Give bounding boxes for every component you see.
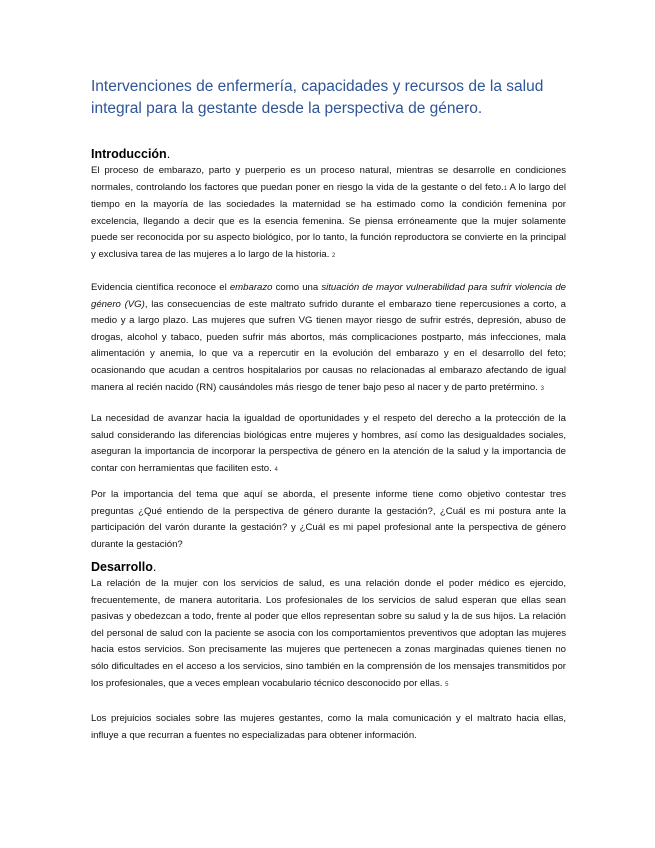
paragraph [91, 411, 566, 478]
paragraph [91, 576, 566, 693]
paragraph-text: La relación de la mujer con los servicios de salud, es una relación donde el poder médico es ejercido, frecuentemente, de manera autoritaria. Los profesionales de los servicios de salud esperan que ellas sean pasivas y obedezcan a todo, frente al poder que ellos representan sobre su salud y la de sus hijos. La relación del personal de salud con la paciente se asocia con los comportamientos preventivos que adoptan las mujeres hacia estos servicios. Son precisamente las mujeres que pertenecen a zonas marginadas quienes tienen no sólo dificultades en el acceso a los servicios, sino también en la comprensión de los mensajes transmitidos por los profesionales, que a veces emplean vocabulario técnico desconocido por ellas. [91, 578, 566, 689]
citation-ref: 2 [332, 252, 336, 259]
paragraph-text: La necesidad de avanzar hacia la igualdad de oportunidades y el respeto del derecho a la protección de la salud considerando las diferencias biológicas entre mujeres y hombres, así como las desigualdades sociales, aseguran la importancia de incorporar la perspectiva de género en la atención de la salud y la importancia de contar con herramientas que faciliten esto. [91, 413, 566, 474]
paragraph [91, 487, 566, 553]
paragraph-text: como una [272, 282, 322, 293]
paragraph [91, 280, 566, 397]
paragraph [91, 163, 566, 265]
paragraph-text: Por la importancia del tema que aquí se aborda, el presente informe tiene como objetivo contestar tres preguntas ¿Qué entiendo de la perspectiva de género durante la gestación?, ¿Cuál es mi postura ante la participación del varón durante la gestación? y ¿Cuál es mi papel profesional ante la perspectiva de género durante la gestación? [91, 489, 566, 550]
document-title: Intervenciones de enfermería, capacidades y recursos de la salud integral para la gestante desde la perspectiva de género. [91, 78, 544, 117]
citation-ref: 3 [540, 385, 544, 392]
heading-period: . [166, 147, 171, 161]
paragraph-text: A lo largo del tiempo en la mayoría de las sociedades la maternidad se ha estimado como la condición femenina por excelencia, llegando a decir que es la esencia femenina. Se piensa erróneamente que la mujer solamente puede ser reconocida por su aspecto biológico, por lo tanto, la función reproductora se convierte en la principal y exclusiva tarea de las mujeres a lo largo de la historia. [91, 181, 566, 260]
heading-period: . [152, 560, 157, 574]
paragraph-text: Evidencia científica reconoce el [91, 282, 230, 293]
citation-ref: 5 [445, 681, 449, 688]
heading-text: Introducción [91, 147, 167, 161]
emphasis-text: embarazo [229, 282, 273, 293]
paragraph-text: Los prejuicios sociales sobre las mujeres gestantes, como la mala comunicación y el maltrato hacia ellas, influye a que recurran a fuentes no especializadas para obtener información. [91, 713, 566, 741]
paragraph [91, 711, 566, 744]
paragraph-text: El proceso de embarazo, parto y puerperio es un proceso natural, mientras se desarrolle en condiciones normales, controlando los factores que puedan poner en riesgo la vida de la gestante o del feto. [91, 165, 566, 193]
heading-text: Desarrollo [91, 560, 153, 574]
emphasis-text: situación de mayor vulnerabilidad para sufrir violencia de género (VG) [91, 282, 566, 310]
section-heading-desarrollo [91, 560, 156, 574]
section-heading-introduccion [91, 147, 170, 161]
citation-ref: 4 [274, 466, 278, 473]
paragraph-text: , las consecuencias de este maltrato sufrido durante el embarazo tiene repercusiones a corto, a medio y a largo plazo. Las mujeres que sufren VG tienen mayor riesgo de sufrir estrés, depresión, abuso de drogas, alcohol y tabaco, pueden sufrir más abortos, más complicaciones postparto, más infecciones, mala alimentación y anemia, lo que va a repercutir en la evolución del embarazo y en el desarrollo del feto; ocasionando que acudan a centros hospitalarios por causas no relacionadas al embarazo afectando de igual manera al recién nacido (RN) causándoles más riesgo de tener bajo peso al nacer y de parto pretérmino. [91, 298, 566, 393]
citation-ref: 1 [503, 185, 508, 192]
